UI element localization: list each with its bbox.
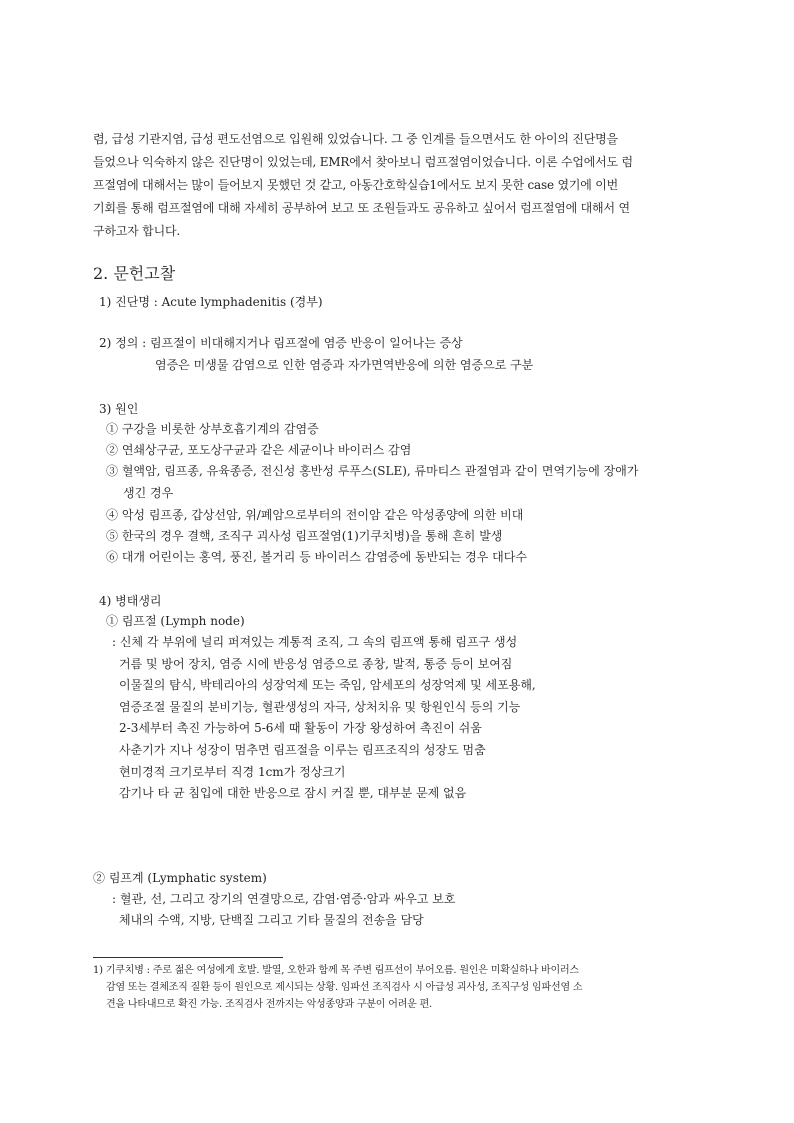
lymph-node-line: 이물질의 탐식, 박테리아의 성장억제 또는 죽임, 암세포의 성장억제 및 세포용해,	[119, 678, 536, 692]
lymph-node-line: 거름 및 방어 장치, 염증 시에 반응성 염증으로 종창, 발적, 통증 등이 보여짐	[119, 657, 513, 671]
footnote-line: 1) 기쿠치병 : 주로 젊은 여성에게 호발. 발열, 오한과 함께 목 주변 림프선이 부어오름. 원인은 미확실하나 바이러스	[93, 965, 579, 976]
lymph-system-line: : 혈관, 선, 그리고 장기의 연결망으로, 감염·염증·암과 싸우고 보호	[112, 892, 456, 906]
cause-item: ① 구강을 비롯한 상부호흡기계의 감염증	[106, 422, 319, 436]
intro-line: 렴, 급성 기관지염, 급성 편도선염으로 입원해 있었습니다. 그 중 인계를 들으면서도 한 아이의 진단명을	[93, 132, 618, 146]
cause-item: ③ 혈액암, 림프종, 유육종증, 전신성 홍반성 루푸스(SLE), 류마티스 관절염과 같이 면역기능에 장애가	[106, 464, 639, 478]
lymph-node-line: 현미경적 크기로부터 직경 1cm가 정상크기	[119, 765, 346, 779]
cause-item: ⑥ 대개 어린이는 홍역, 풍진, 볼거리 등 바이러스 감염증에 동반되는 경우 대다수	[106, 550, 527, 564]
cause-item: ④ 악성 림프종, 갑상선암, 위/폐암으로부터의 전이암 같은 악성종양에 의한 비대	[106, 508, 524, 522]
lymph-node-line: 염증조절 물질의 분비기능, 혈관생성의 자극, 상처치유 및 항원인식 등의 기능	[119, 700, 521, 714]
lymph-node-line: 감기나 타 균 침입에 대한 반응으로 잠시 커질 뿐, 대부분 문제 없음	[119, 786, 467, 800]
lymph-node-line: 사춘기가 지나 성장이 멈추면 림프절을 이루는 림프조직의 성장도 멈춤	[119, 743, 486, 757]
pathophysiology-title: 4) 병태생리	[99, 594, 162, 608]
lymph-node-line: : 신체 각 부위에 널리 퍼져있는 계통적 조직, 그 속의 림프액 통해 림프구 생성	[112, 635, 518, 649]
intro-line: 구하고자 합니다.	[93, 224, 180, 238]
definition-line: 2) 정의 : 림프절이 비대해지거나 림프절에 염증 반응이 일어나는 증상	[99, 336, 463, 350]
cause-item-continuation: 생긴 경우	[123, 486, 174, 500]
lymph-system-title: ② 림프계 (Lymphatic system)	[93, 871, 267, 885]
lymph-node-title: ① 림프절 (Lymph node)	[106, 614, 245, 628]
footnote-line: 감염 또는 결체조직 질환 등이 원인으로 제시되는 상황. 임파선 조직검사 시 아급성 괴사성, 조직구성 임파선염 소	[106, 982, 583, 993]
cause-title: 3) 원인	[99, 402, 139, 416]
lymph-system-line: 체내의 수액, 지방, 단백질 그리고 기타 물질의 전송을 담당	[119, 913, 424, 927]
cause-item: ② 연쇄상구균, 포도상구균과 같은 세균이나 바이러스 감염	[106, 443, 412, 457]
footnote-divider	[93, 957, 283, 958]
lymph-node-line: 2-3세부터 촉진 가능하여 5-6세 때 활동이 가장 왕성하여 촉진이 쉬움	[119, 721, 482, 735]
intro-line: 기회를 통해 럼프절염에 대해 자세히 공부하여 보고 또 조원들과도 공유하고 싶어서 럼프절염에 대해서 연	[93, 201, 630, 215]
intro-line: 프절염에 대해서는 많이 들어보지 못했던 것 같고, 아동간호학실습1에서도 보지 못한 case 였기에 이번	[93, 178, 619, 192]
definition-line: 염증은 미생물 감염으로 인한 염증과 자가면역반응에 의한 염증으로 구분	[155, 358, 534, 372]
intro-line: 들었으나 익숙하지 않은 진단명이 있었는데, EMR에서 찾아보니 럼프절염이었습니다. 이론 수업에서도 럼	[93, 155, 633, 169]
diagnosis-line: 1) 진단명 : Acute lymphadenitis (경부)	[99, 295, 323, 309]
section-heading: 2. 문헌고찰	[93, 264, 176, 283]
footnote-line: 견을 나타내므로 확진 가능. 조직검사 전까지는 악성종양과 구분이 어려운 편.	[106, 999, 433, 1010]
cause-item: ⑤ 한국의 경우 결핵, 조직구 괴사성 림프절염(1)기쿠치병)을 통해 흔히 발생	[106, 529, 503, 543]
